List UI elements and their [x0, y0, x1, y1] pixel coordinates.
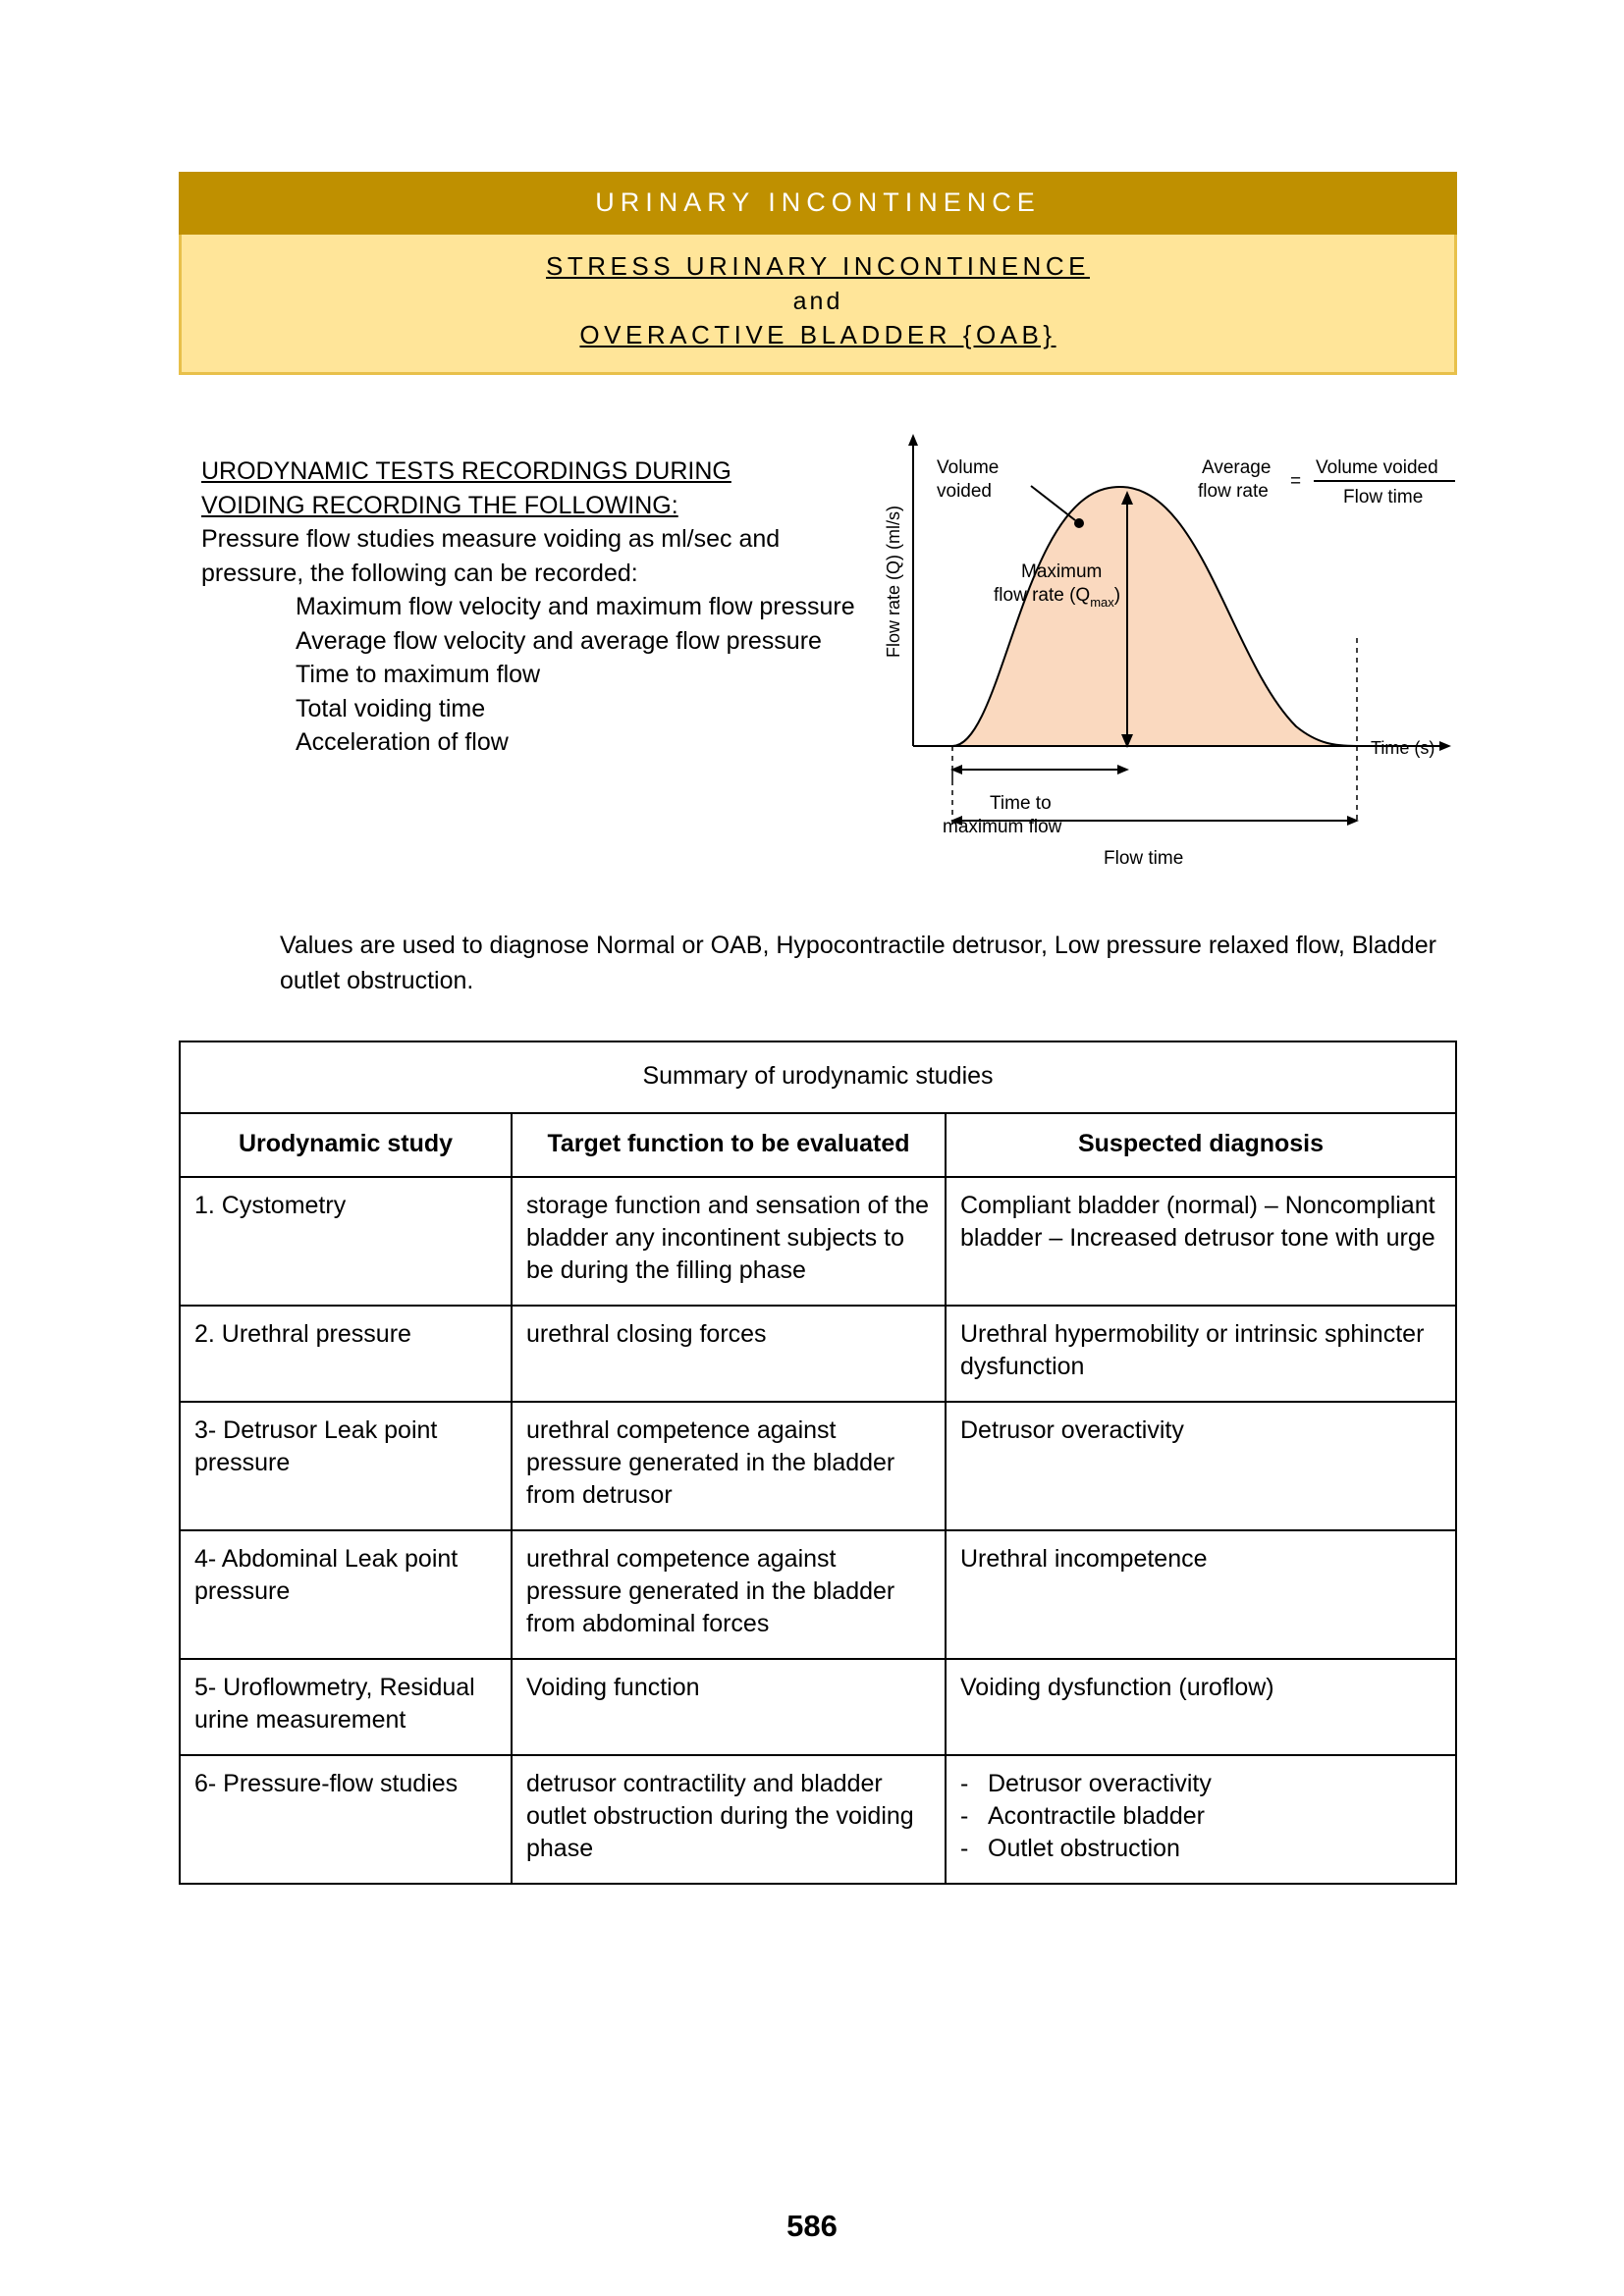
intro-title-line2: VOIDING RECORDING THE FOLLOWING: [201, 491, 678, 519]
cell-diagnosis-4: Urethral incompetence [946, 1530, 1456, 1659]
summary-table [179, 1041, 1457, 1885]
diagnosis-list [960, 1768, 1441, 1865]
banner-subtitle [179, 235, 1457, 375]
table-header-study: Urodynamic study [180, 1113, 512, 1177]
figure-label-flow-time: Flow time [1104, 848, 1184, 869]
intro-bullet-2: Average flow velocity and average flow pressure [296, 626, 822, 655]
cell-study-4: 4- Abdominal Leak point pressure [180, 1530, 512, 1659]
figure-label-qmax-line1: Maximum [1021, 561, 1103, 582]
table-row [180, 1306, 1456, 1402]
list-item-label: Outlet obstruction [988, 1835, 1180, 1862]
banner-subtitle-line3: OVERACTIVE BLADDER {OAB} [579, 320, 1056, 350]
figure-label-time-to-max-line1: Time to [990, 793, 1052, 814]
dash-marker: - [960, 1802, 969, 1830]
table-header-target: Target function to be evaluated [512, 1113, 946, 1177]
cell-diagnosis-1: Compliant bladder (normal) – Noncompliant bladder – Increased detrusor tone with urge [946, 1177, 1456, 1306]
intro-paragraph: Pressure flow studies measure voiding as ml/sec and pressure, the following can be recorded: [201, 525, 781, 587]
cell-target-3: urethral competence against pressure generated in the bladder from detrusor [512, 1402, 946, 1530]
intro-section [201, 454, 879, 760]
table-header-diagnosis: Suspected diagnosis [946, 1113, 1456, 1177]
list-item-label: Acontractile bladder [988, 1802, 1205, 1830]
uroflow-curve-diagram [874, 432, 1463, 879]
table-row [180, 1402, 1456, 1530]
figure-x-axis-label: Time (s) [1371, 738, 1435, 758]
figure-formula-left-line2: flow rate [1198, 481, 1269, 502]
cell-diagnosis-2: Urethral hypermobility or intrinsic sphincter dysfunction [946, 1306, 1456, 1402]
table-row [180, 1530, 1456, 1659]
table-header-row [180, 1113, 1456, 1177]
banner-subtitle-line2: and [792, 287, 843, 315]
intro-bullet-4: Total voiding time [296, 694, 486, 722]
intro-bullet-3: Time to maximum flow [296, 661, 541, 688]
cell-target-2: urethral closing forces [512, 1306, 946, 1402]
table-row [180, 1755, 1456, 1884]
cell-study-5: 5- Uroflowmetry, Residual urine measurement [180, 1659, 512, 1755]
cell-target-4: urethral competence against pressure generated in the bladder from abdominal forces [512, 1530, 946, 1659]
dash-marker: - [960, 1770, 969, 1797]
intro-title-line1: URODYNAMIC TESTS RECORDINGS DURING [201, 457, 731, 485]
list-item-label: Detrusor overactivity [988, 1770, 1212, 1797]
list-item [960, 1768, 1441, 1800]
table-caption-row [180, 1041, 1456, 1113]
cell-diagnosis-5: Voiding dysfunction (uroflow) [946, 1659, 1456, 1755]
banner-subtitle-line1: STRESS URINARY INCONTINENCE [546, 251, 1090, 281]
list-item [960, 1800, 1441, 1833]
list-item [960, 1833, 1441, 1865]
cell-target-5: Voiding function [512, 1659, 946, 1755]
figure-label-qmax-line3: ) [1113, 585, 1121, 606]
figure-formula-denominator: Flow time [1343, 487, 1424, 507]
cell-target-1: storage function and sensation of the bladder any incontinent subjects to be during the filling phase [512, 1177, 946, 1306]
cell-study-6: 6- Pressure-flow studies [180, 1755, 512, 1884]
table-row [180, 1659, 1456, 1755]
banner-title: URINARY INCONTINENCE [179, 172, 1457, 235]
page-header [179, 172, 1457, 375]
figure-label-volume-voided-line1: Volume [937, 457, 1000, 478]
intro-bullet-5: Acceleration of flow [296, 728, 509, 756]
cell-study-3: 3- Detrusor Leak point pressure [180, 1402, 512, 1530]
uroflowmetry-figure [874, 432, 1463, 879]
summary-table-wrap [179, 1041, 1457, 1885]
cell-study-1: 1. Cystometry [180, 1177, 512, 1306]
table-caption: Summary of urodynamic studies [180, 1041, 1456, 1113]
intro-bullet-1: Maximum flow velocity and maximum flow pressure [296, 593, 855, 620]
figure-label-time-to-max-line2: maximum flow [943, 817, 1062, 837]
figure-formula-equals: = [1290, 471, 1302, 492]
dash-marker: - [960, 1835, 969, 1862]
values-note: Values are used to diagnose Normal or OAB, Hypocontractile detrusor, Low pressure relaxed flow, Bladder outlet obstruction. [280, 932, 1436, 995]
figure-label-qmax-line2: flow rate (Q [994, 585, 1091, 606]
page-number: 586 [786, 2209, 838, 2243]
figure-label-volume-voided-line2: voided [937, 481, 992, 502]
flow-curve [952, 487, 1357, 746]
cell-diagnosis-6 [946, 1755, 1456, 1884]
figure-formula-numerator: Volume voided [1316, 457, 1438, 478]
cell-diagnosis-3: Detrusor overactivity [946, 1402, 1456, 1530]
cell-study-2: 2. Urethral pressure [180, 1306, 512, 1402]
figure-formula-left-line1: Average [1202, 457, 1272, 478]
cell-target-6: detrusor contractility and bladder outlet obstruction during the voiding phase [512, 1755, 946, 1884]
table-row [180, 1177, 1456, 1306]
figure-y-axis-label: Flow rate (Q) (ml/s) [884, 506, 903, 658]
figure-label-qmax-sub: max [1090, 595, 1114, 610]
